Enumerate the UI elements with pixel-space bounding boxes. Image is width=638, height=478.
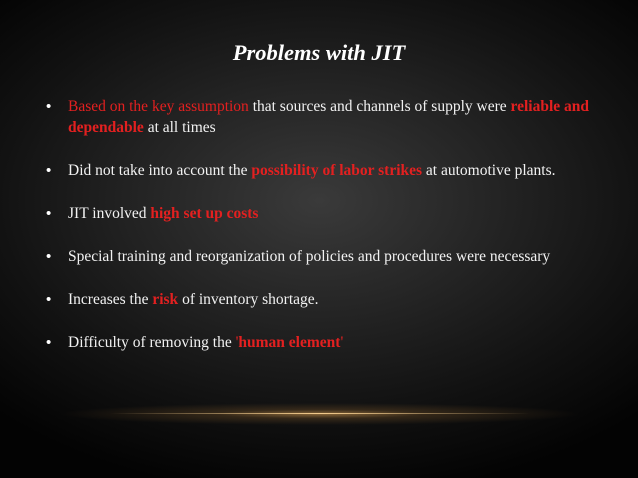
bullet-text: that sources and channels of supply were (248, 98, 511, 115)
bullet-text-red: Based on the key assumption (68, 98, 249, 115)
bullet-text-quote: ' (235, 334, 239, 351)
bullet-text-highlight: risk (152, 291, 179, 308)
bullet-text-highlight: human element (238, 334, 341, 351)
decorative-glow-line (110, 413, 530, 414)
bullet-text-highlight: possibility of labor strikes (251, 162, 423, 179)
bullet-text: at automotive plants. (422, 162, 556, 179)
bullet-item-setup-costs (46, 203, 606, 224)
bullet-item-human-element (46, 332, 606, 353)
bullet-text: of inventory shortage. (178, 291, 319, 308)
bullet-text: at all times (143, 119, 216, 136)
bullet-text-highlight: high set up costs (150, 205, 259, 222)
bullet-text: Did not take into account the (68, 162, 252, 179)
bullet-text-highlight: reliable and dependable (68, 98, 590, 136)
bullet-text: Difficulty of removing the (68, 334, 236, 351)
decorative-glow (60, 403, 580, 425)
slide-title: Problems with JIT (232, 40, 406, 65)
bullet-item-inventory-risk (46, 289, 606, 310)
bullet-item-labor-strikes (46, 160, 606, 181)
bullet-text: JIT involved (68, 205, 151, 222)
bullet-text-quote: ' (340, 334, 344, 351)
bullet-item-supply-assumption (46, 96, 606, 138)
bullet-list (46, 96, 606, 375)
bullet-text: Special training and reorganization of policies and procedures were necessary (68, 248, 551, 265)
bullet-item-training (46, 246, 606, 267)
bullet-text: Increases the (68, 291, 153, 308)
